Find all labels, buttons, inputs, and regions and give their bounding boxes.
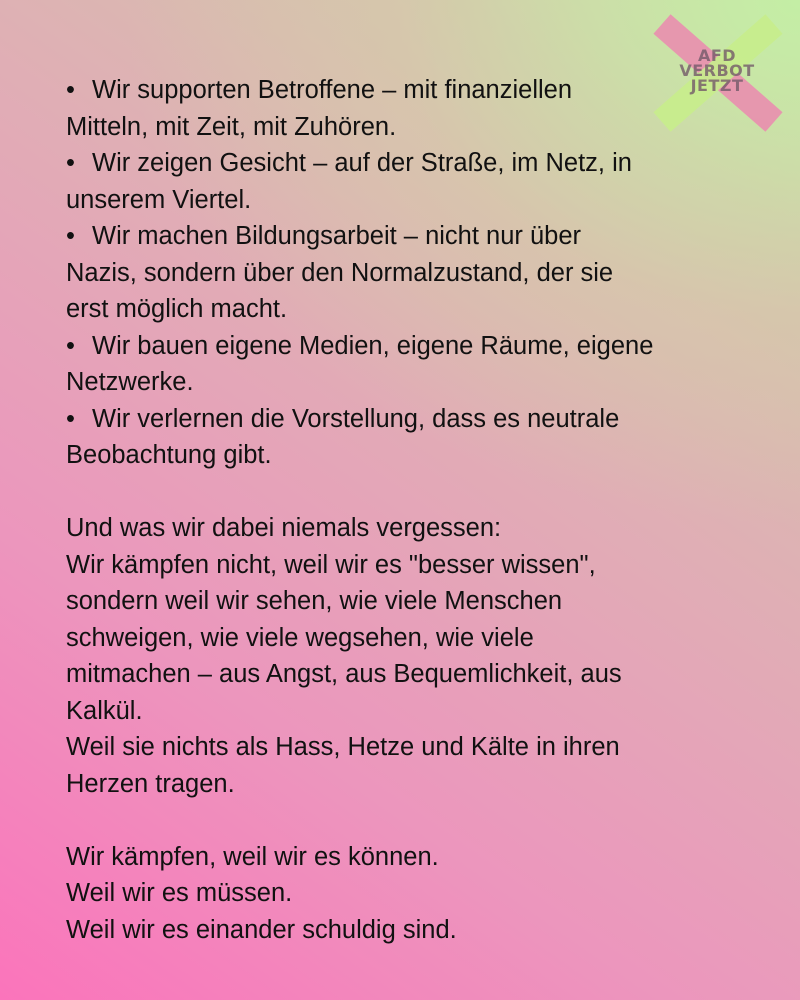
paragraph-line: Weil wir es einander schuldig sind.	[66, 915, 457, 944]
logo-line-2: VERBOT	[679, 61, 755, 80]
bullet-text: Wir machen Bildungsarbeit – nicht nur über	[92, 222, 581, 250]
bullet-list	[66, 72, 756, 474]
paragraph-2	[66, 839, 756, 949]
paragraph-gap	[66, 474, 756, 511]
bullet-marker: •	[66, 331, 75, 360]
bullet-line: Mitteln, mit Zeit, mit Zuhören.	[66, 112, 397, 141]
bullet-line: Beobachtung gibt.	[66, 441, 272, 469]
bullet-marker: •	[66, 149, 75, 177]
bullet-line	[66, 401, 756, 438]
bullet-item	[66, 401, 756, 474]
bullet-item	[66, 328, 756, 401]
paragraph-line: Weil wir es müssen.	[66, 879, 293, 907]
paragraph-line: Herzen tragen.	[66, 769, 235, 798]
logo-line-3: JETZT	[690, 76, 744, 95]
bullet-line	[66, 145, 756, 182]
bullet-item	[66, 72, 756, 145]
paragraph-1	[66, 510, 756, 802]
bullet-text: Wir supporten Betroffene – mit finanziellen	[92, 76, 573, 104]
bullet-text: Wir bauen eigene Medien, eigene Räume, eigene	[92, 331, 654, 360]
logo-line-1: AFD	[697, 46, 737, 65]
bullet-line: Netzwerke.	[66, 368, 194, 396]
paragraph-line: Wir kämpfen nicht, weil wir es "besser wissen",	[66, 550, 596, 579]
paragraph-gap	[66, 802, 756, 839]
bullet-item	[66, 145, 756, 218]
bullet-text: Wir zeigen Gesicht – auf der Straße, im Netz, in	[92, 149, 632, 177]
bullet-line: Nazis, sondern über den Normalzustand, der sie	[66, 258, 614, 287]
bullet-marker: •	[66, 404, 75, 433]
bullet-marker: •	[66, 222, 75, 250]
bullet-text: Wir verlernen die Vorstellung, dass es neutrale	[92, 404, 620, 433]
bullet-line	[66, 72, 756, 109]
paragraph-line: Kalkül.	[66, 696, 143, 725]
paragraph-line: mitmachen – aus Angst, aus Bequemlichkeit, aus	[66, 660, 622, 688]
bullet-item	[66, 218, 756, 328]
paragraph-line: sondern weil wir sehen, wie viele Menschen	[66, 587, 563, 615]
post-text	[66, 72, 756, 948]
bullet-marker: •	[66, 76, 75, 104]
bullet-line	[66, 328, 756, 365]
paragraph-line: Und was wir dabei niemals vergessen:	[66, 514, 502, 542]
bullet-line: unserem Viertel.	[66, 185, 252, 214]
paragraph-line: Wir kämpfen, weil wir es können.	[66, 842, 439, 871]
paragraph-line: schweigen, wie viele wegsehen, wie viele	[66, 623, 534, 652]
bullet-line	[66, 218, 756, 255]
bullet-line: erst möglich macht.	[66, 295, 288, 323]
paragraph-line: Weil sie nichts als Hass, Hetze und Kälte in ihren	[66, 733, 620, 761]
